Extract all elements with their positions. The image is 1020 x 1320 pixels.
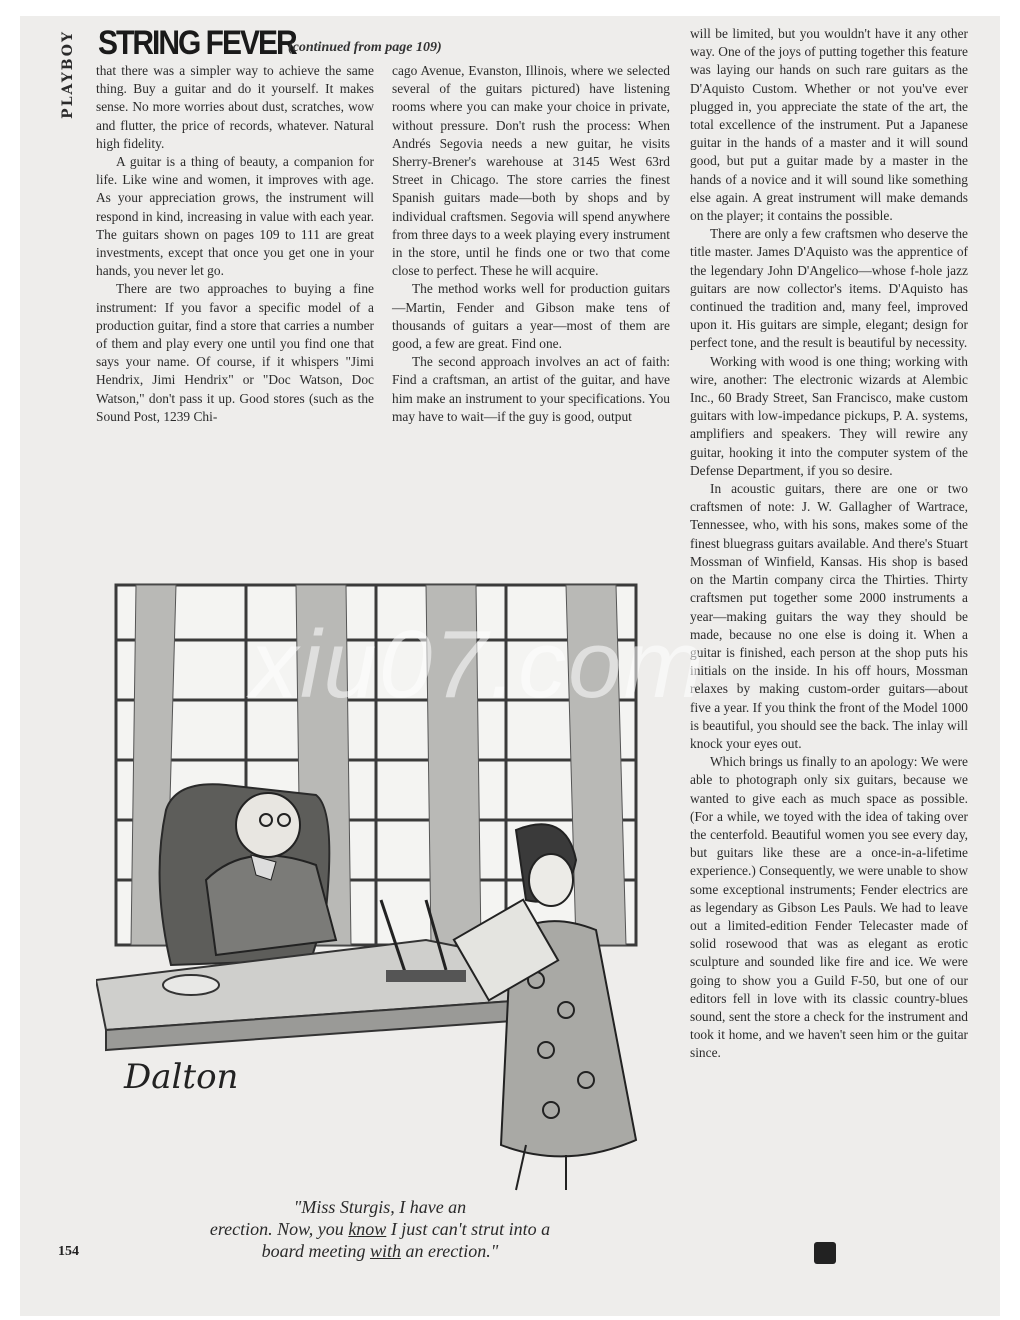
paragraph: cago Avenue, Evanston, Illinois, where we selected several of the guitars pictured) have listening rooms where you can make your choice in private, without pressure. Don't rush the process: When Andrés Segovia needs a new guitar, he visits Sherry-Brener's warehouse at 3145 West 63rd Street in Chicago. The store carries the finest Spanish guitars made—both by shops and by individual craftsmen. Segovia will spend anywhere from three days to a week playing every instrument in the store, until he finds one or two that come close to perfect. These he will acquire. [392, 63, 670, 279]
text-column-2 [392, 62, 670, 426]
caption-line-2: erection. Now, you know I just can't strut into a [209, 1219, 551, 1239]
paragraph: that there was a simpler way to achieve the same thing. Buy a guitar and do it yourself. It makes sense. No more worries about dust, scratches, wow and flutter, the price of records, whatever. Natural high fidelity. [96, 63, 374, 151]
article-headline: STRING FEVER [98, 24, 296, 62]
end-of-article-mark [814, 1242, 836, 1264]
paragraph: There are only a few craftsmen who deserve the title master. James D'Aquisto was the apprentice of the legendary John D'Angelico—whose f-hole jazz guitars are now collector's items. D'Aquisto has continued the tradition and, many feel, improved upon it. His guitars are simple, elegant; design for perfect tone, and the result is beautiful by necessity. [690, 226, 968, 351]
continued-note: (continued from page 109) [288, 40, 442, 55]
cartoonist-signature: Dalton [124, 1057, 239, 1097]
magazine-name-vertical: PLAYBOY [60, 30, 76, 119]
caption-line-3: board meeting with an erection." [261, 1241, 499, 1261]
page-number: 154 [58, 1244, 79, 1259]
paragraph: In acoustic guitars, there are one or two craftsmen of note: J. W. Gallagher of Wartrace, Tennessee, who, with his sons, makes some of the finest bluegrass guitars available. And there's Stuart Mossman of Winfield, Kansas. His shop is based on the Martin company circa the Thirties. Thirty craftsmen put together some 2000 instruments a year—making guitars the way they should be made, because no one else is doing it. When a guitar is finished, each person at the shop puts his initials on the inside. In his off hours, Mossman relaxes by making custom-order guitars—about five a year. If you think the front of the Model 1000 is beautiful, you should see the back. The inlay will knock your eyes out. [690, 481, 968, 751]
text-column-1 [96, 62, 374, 426]
paragraph: A guitar is a thing of beauty, a companion for life. Like wine and women, it improves with age. As your appreciation grows, the instrument will respond in kind, increasing in value with each year. The guitars shown on pages 109 to 111 are great investments, except that once you get one in your hands, you never let go. [96, 154, 374, 279]
paragraph: There are two approaches to buying a fine instrument: If you favor a specific model of a production guitar, find a store that carries a number of them and play every one until you find one that says your name. Of course, if it whispers "Jimi Hendrix, Jimi Hendrix" or "Doc Watson, Doc Watson," don't pass it up. Good stores (such as the Sound Post, 1239 Chi- [96, 281, 374, 424]
paragraph: will be limited, but you wouldn't have it any other way. One of the joys of putting together this feature was laying our hands on such rare guitars as the D'Aquisto Custom. Whether or not you've ever plugged in, you appreciate the state of the art, the total excellence of the instrument. Put a Japanese guitar in the hands of a master and it will sound good, but put a guitar made by a master in the hands of a novice and it will sound like something else again. A great instrument will make demands on the player; it contains the possible. [690, 26, 968, 224]
text-column-3 [690, 25, 968, 1063]
caption-line-1: "Miss Sturgis, I have an [293, 1197, 467, 1217]
cartoon-caption [140, 1196, 620, 1262]
paragraph: Working with wood is one thing; working with wire, another: The electronic wizards at Alembic Inc., 60 Brady Street, San Francisco, make custom guitars with low-impedance pickups, P. A. systems, amplifiers and speakers. They will rewire any guitar, hooking it into the computer system of the Defense Department, if you so desire. [690, 353, 968, 478]
paragraph: Which brings us finally to an apology: We were able to photograph only six guitars, because we wanted to give each as much space as possible. (For a while, we toyed with the idea of taking over the centerfold. Beautiful women you see every day, but guitars like these are a once-in-a-lifetime experience.) Consequently, we were unable to show some exceptional instruments; Fender electrics are as legendary as Gibson Les Pauls. We had to leave out a limited-edition Fender Telecaster made of solid rosewood that was as elegant as erotic sculpture and sounded like fire and ice. We were going to show you a Guild F-50, but one of our editors fell in love with its classic country-blues sound, sent the store a check for the instrument and took it home, and we haven't seen him or the guitar since. [690, 754, 969, 1061]
paragraph: The second approach involves an act of faith: Find a craftsman, an artist of the guitar, and have him make an instrument to your specifications. You may have to wait—if the guy is good, output [392, 354, 670, 424]
watermark-text: xiu07.com [250, 611, 706, 718]
paragraph: The method works well for production guitars—Martin, Fender and Gibson make tens of thousands of guitars a year—most of them are good, a few are great. Find one. [392, 281, 670, 352]
